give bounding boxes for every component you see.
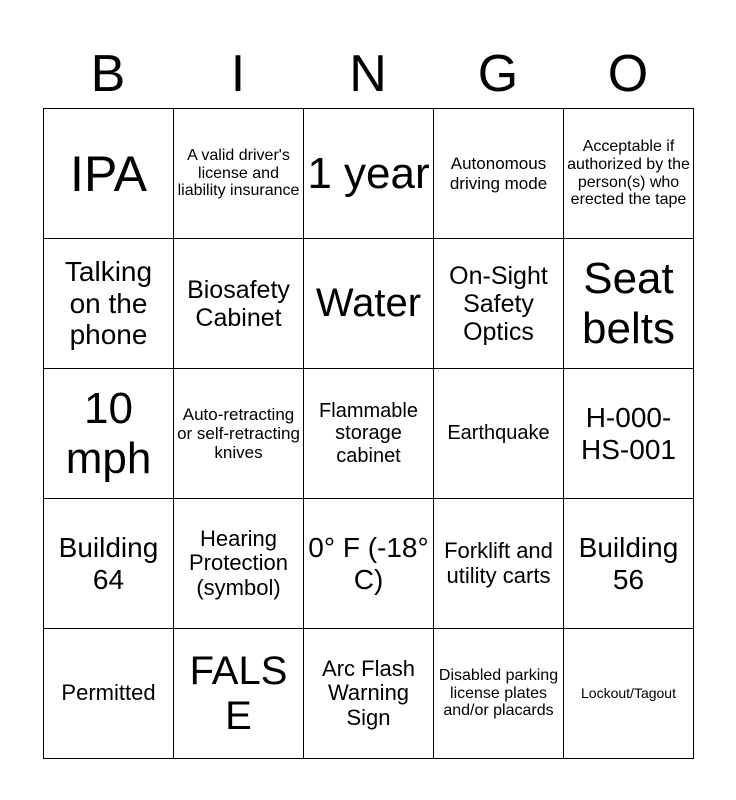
bingo-cell: 0° F (-18° C) [304, 499, 434, 629]
board-row [44, 499, 694, 629]
bingo-cell: Arc Flash Warning Sign [304, 629, 434, 759]
bingo-cell: Acceptable if authorized by the person(s) who erected the tape [564, 109, 694, 239]
board-row [44, 369, 694, 499]
bingo-board [43, 108, 694, 759]
bingo-cell: Talking on the phone [44, 239, 174, 369]
header-letter-g: G [477, 45, 519, 103]
bingo-cell: Biosafety Cabinet [174, 239, 304, 369]
bingo-cell: Hearing Protection (symbol) [174, 499, 304, 629]
bingo-cell: Forklift and utility carts [434, 499, 564, 629]
bingo-cell: Permitted [44, 629, 174, 759]
bingo-cell: FALSE [174, 629, 304, 759]
header-letter-i: I [230, 45, 246, 103]
bingo-cell: 1 year [304, 109, 434, 239]
bingo-cell: Building 64 [44, 499, 174, 629]
bingo-cell: Auto-retracting or self-retracting knives [174, 369, 304, 499]
bingo-cell: H-000-HS-001 [564, 369, 694, 499]
bingo-cell: Flammable storage cabinet [304, 369, 434, 499]
board-row [44, 239, 694, 369]
header-letter-n: N [349, 45, 387, 103]
header-letter-o: O [607, 45, 649, 103]
bingo-cell: A valid driver's license and liability insurance [174, 109, 304, 239]
bingo-cell: Autonomous driving mode [434, 109, 564, 239]
bingo-cell: On-Sight Safety Optics [434, 239, 564, 369]
bingo-header [43, 40, 693, 108]
board-row [44, 109, 694, 239]
board-row [44, 629, 694, 759]
bingo-cell: 10 mph [44, 369, 174, 499]
bingo-cell: Disabled parking license plates and/or placards [434, 629, 564, 759]
bingo-cell: IPA [44, 109, 174, 239]
bingo-cell: Lockout/Tagout [564, 629, 694, 759]
bingo-cell: Earthquake [434, 369, 564, 499]
header-letter-b: B [90, 45, 126, 103]
bingo-cell: Seat belts [564, 239, 694, 369]
bingo-cell: Building 56 [564, 499, 694, 629]
bingo-cell: Water [304, 239, 434, 369]
